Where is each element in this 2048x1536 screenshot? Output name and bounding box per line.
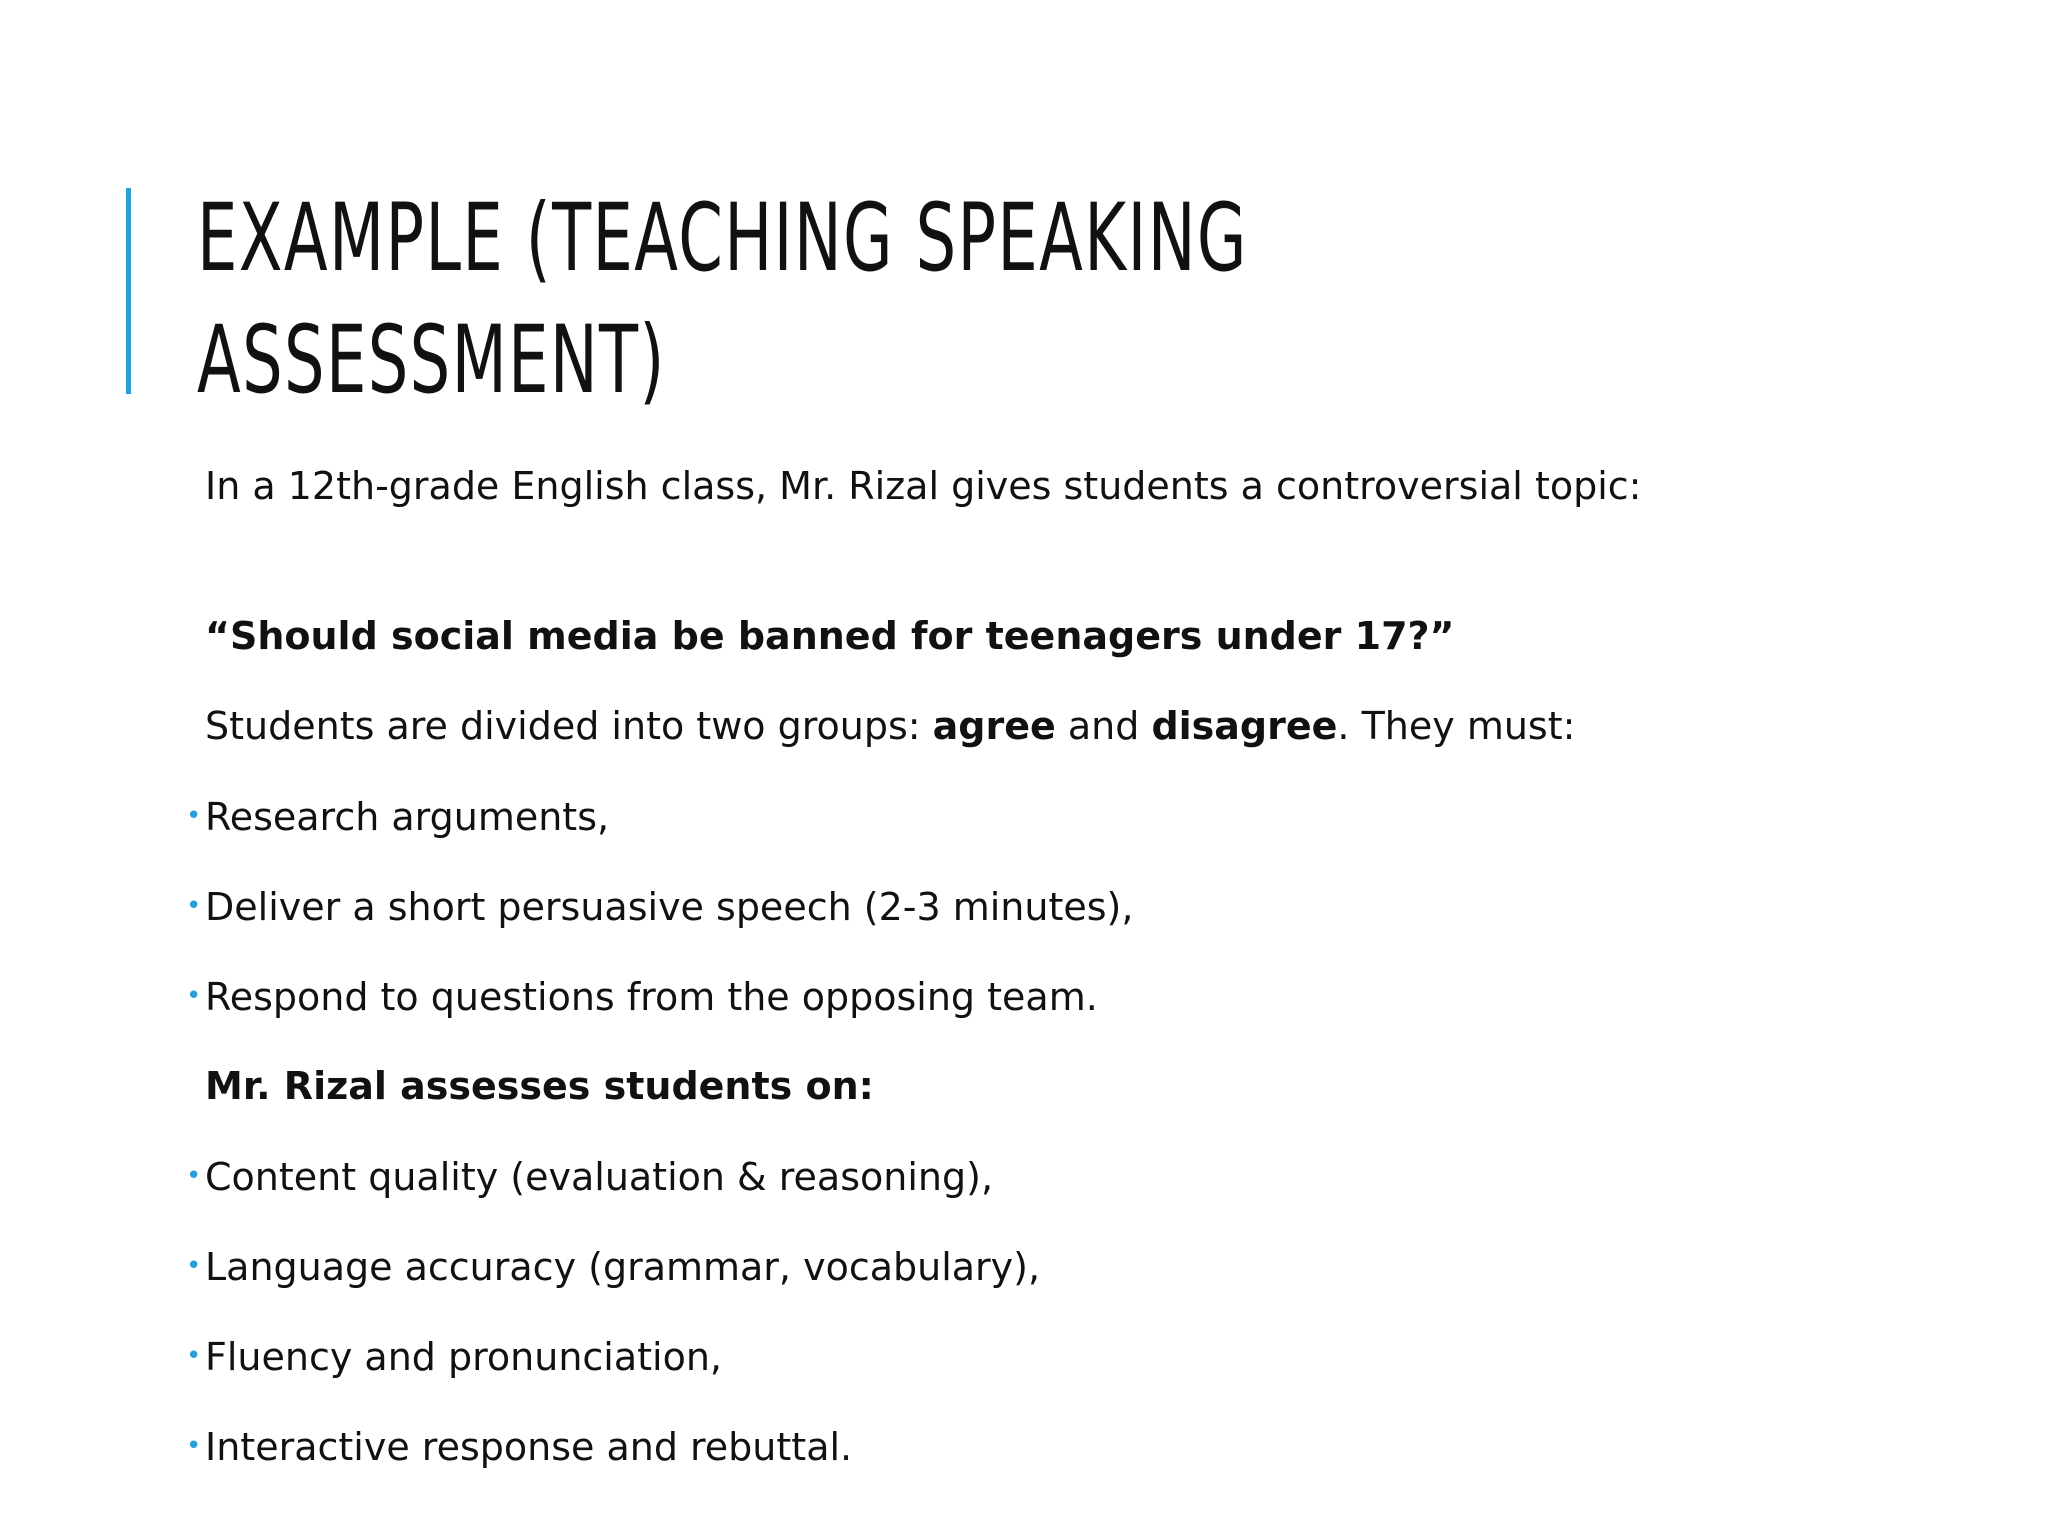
groups-text-3: . They must: [1337, 704, 1576, 748]
title-line-1: EXAMPLE (TEACHING SPEAKING [197, 184, 1248, 293]
title-accent-bar [126, 188, 131, 394]
criteria-text: Interactive response and rebuttal. [205, 1425, 853, 1469]
groups-line [205, 702, 1575, 750]
bullet-icon: • [186, 1431, 202, 1461]
slide-title [197, 178, 1319, 422]
task-item-research [186, 792, 609, 841]
criteria-text: Fluency and pronunciation, [205, 1335, 723, 1379]
groups-text-1: Students are divided into two groups: [205, 704, 933, 748]
criteria-text: Content quality (evaluation & reasoning), [205, 1155, 994, 1199]
bullet-icon: • [186, 891, 202, 921]
bullet-icon: • [186, 981, 202, 1011]
criteria-item-interactive [186, 1422, 852, 1471]
task-item-respond [186, 972, 1098, 1021]
disagree-label: disagree [1151, 704, 1338, 748]
bullet-icon: • [186, 1251, 202, 1281]
topic-question: “Should social media be banned for teenagers under 17?” [205, 614, 1455, 658]
criteria-heading: Mr. Rizal assesses students on: [205, 1064, 874, 1108]
task-text: Respond to questions from the opposing team. [205, 975, 1098, 1019]
task-text: Deliver a short persuasive speech (2-3 minutes), [205, 885, 1134, 929]
task-item-speech [186, 882, 1133, 931]
criteria-text: Language accuracy (grammar, vocabulary), [205, 1245, 1041, 1289]
criteria-item-language [186, 1242, 1040, 1291]
bullet-icon: • [186, 1341, 202, 1371]
title-line-2: ASSESSMENT) [197, 306, 666, 415]
task-text: Research arguments, [205, 795, 610, 839]
intro-text: In a 12th-grade English class, Mr. Rizal gives students a controversial topic: [205, 464, 1642, 508]
bullet-icon: • [186, 1161, 202, 1191]
agree-label: agree [932, 704, 1056, 748]
groups-text-2: and [1055, 704, 1152, 748]
bullet-icon: • [186, 801, 202, 831]
criteria-item-content [186, 1152, 993, 1201]
criteria-item-fluency [186, 1332, 722, 1381]
